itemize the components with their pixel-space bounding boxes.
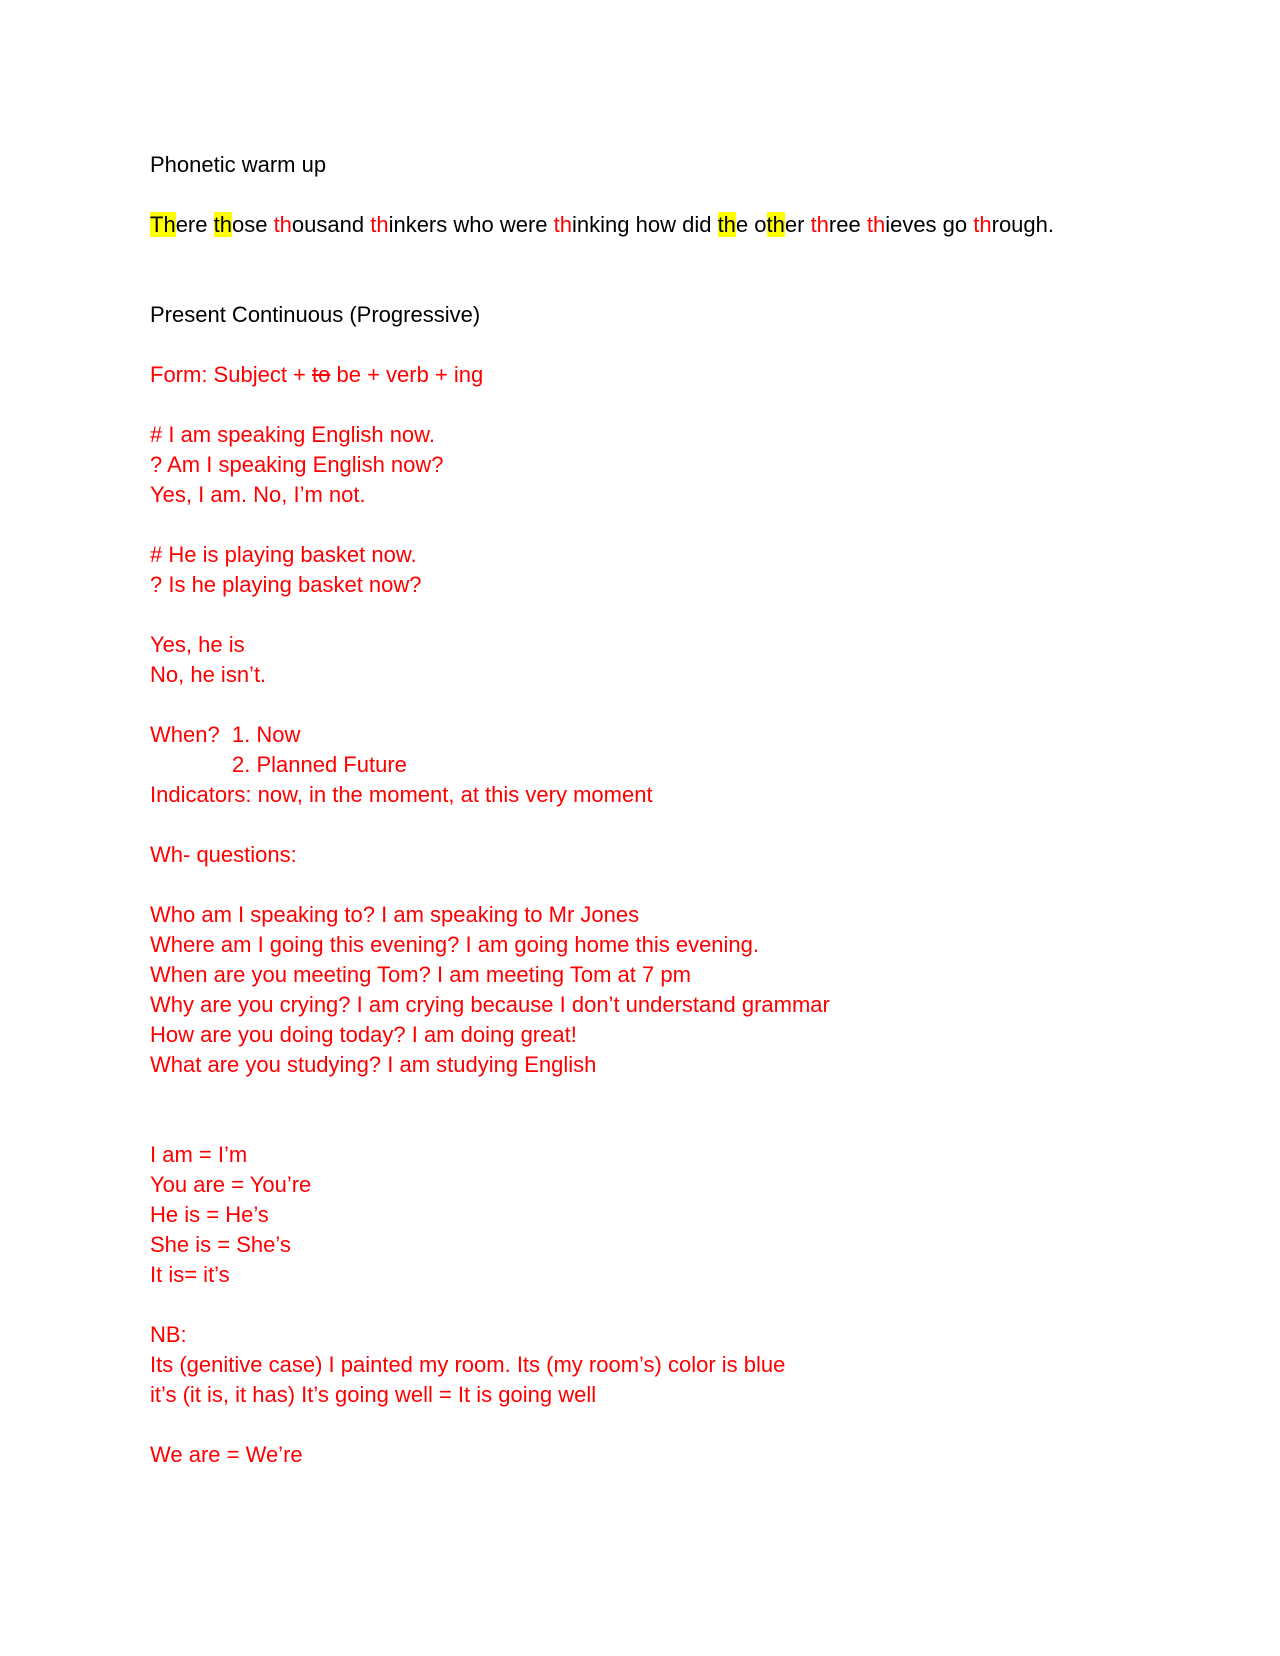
- red-th: th: [553, 212, 573, 237]
- twister-text: er: [784, 212, 811, 237]
- we-are-contraction: We are = We’re: [150, 1442, 303, 1467]
- twister-text: ere: [175, 212, 214, 237]
- indicators-line: Indicators: now, in the moment, at this very moment: [150, 782, 653, 807]
- highlighted-th: th: [717, 212, 736, 237]
- highlighted-th: th: [766, 212, 785, 237]
- heading-phonetic-warm-up: Phonetic warm up: [150, 152, 327, 177]
- form-suffix: be + verb + ing: [330, 362, 484, 387]
- nb-label: NB:: [150, 1322, 187, 1347]
- twister-text: ree: [828, 212, 867, 237]
- heading-present-continuous: Present Continuous (Progressive): [150, 302, 481, 327]
- twister-text: inkers who were: [388, 212, 554, 237]
- contraction-line: She is = She’s: [150, 1232, 291, 1257]
- wh-question-line: Where am I going this evening? I am going home this evening.: [150, 932, 760, 957]
- example1-affirmative: # I am speaking English now.: [150, 422, 435, 447]
- nb-line-it-s: it’s (it is, it has) It’s going well = It is going well: [150, 1382, 597, 1407]
- contraction-line: You are = You’re: [150, 1172, 312, 1197]
- form-struck-word: to: [312, 362, 331, 387]
- red-th: th: [810, 212, 829, 237]
- twister-text: e o: [735, 212, 767, 237]
- example1-question: ? Am I speaking English now?: [150, 452, 444, 477]
- contraction-line: It is= it’s: [150, 1262, 230, 1287]
- twister-text: rough.: [991, 212, 1055, 237]
- contraction-line: I am = I’m: [150, 1142, 248, 1167]
- twister-text: ieves go: [885, 212, 974, 237]
- example2-short-answer-no: No, he isn’t.: [150, 662, 267, 687]
- highlighted-th: th: [213, 212, 232, 237]
- twister-text: ose: [231, 212, 274, 237]
- tongue-twister-line: [150, 210, 1054, 240]
- red-th: th: [370, 212, 389, 237]
- example2-short-answer-yes: Yes, he is: [150, 632, 245, 657]
- when-line: When? 1. Now: [150, 722, 301, 747]
- wh-question-line: What are you studying? I am studying English: [150, 1052, 597, 1077]
- wh-questions-heading: Wh- questions:: [150, 842, 297, 867]
- form-prefix: Form: Subject +: [150, 362, 313, 387]
- wh-question-line: When are you meeting Tom? I am meeting Tom at 7 pm: [150, 962, 691, 987]
- red-th: th: [973, 212, 992, 237]
- example2-question: ? Is he playing basket now?: [150, 572, 422, 597]
- wh-question-line: Why are you crying? I am crying because I don’t understand grammar: [150, 992, 830, 1017]
- wh-question-line: How are you doing today? I am doing great!: [150, 1022, 577, 1047]
- form-line: [150, 360, 483, 390]
- highlighted-th: Th: [150, 212, 176, 237]
- example2-affirmative: # He is playing basket now.: [150, 542, 417, 567]
- red-th: th: [866, 212, 886, 237]
- example1-answers: Yes, I am. No, I’m not.: [150, 482, 366, 507]
- nb-line-its: Its (genitive case) I painted my room. Its (my room’s) color is blue: [150, 1352, 786, 1377]
- when-line-2: 2. Planned Future: [232, 752, 407, 777]
- wh-question-line: Who am I speaking to? I am speaking to Mr Jones: [150, 902, 640, 927]
- contraction-line: He is = He’s: [150, 1202, 269, 1227]
- twister-text: ousand: [291, 212, 371, 237]
- red-th: th: [273, 212, 292, 237]
- twister-text: inking how did: [572, 212, 718, 237]
